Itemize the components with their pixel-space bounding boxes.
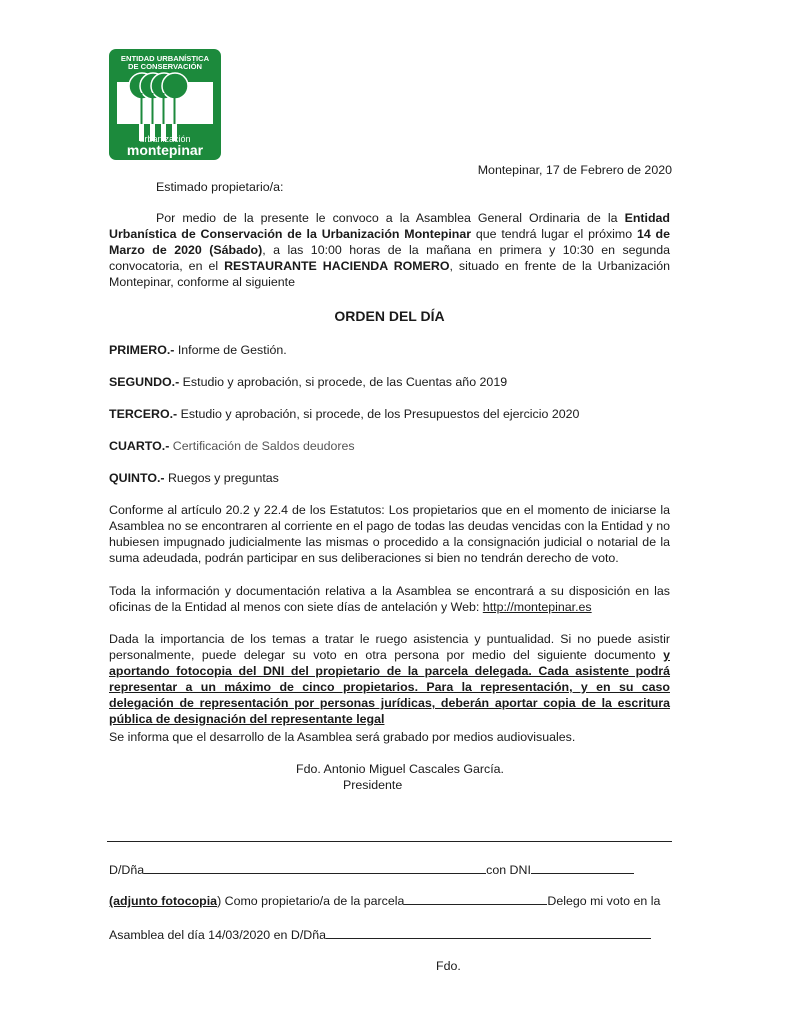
agenda-item-text: Ruegos y preguntas <box>164 471 279 485</box>
agenda-item-label: PRIMERO.- <box>109 343 175 357</box>
delegation-paragraph <box>109 631 670 727</box>
form-signature-label: Fdo. <box>436 959 461 973</box>
agenda-item-label: CUARTO.- <box>109 439 170 453</box>
agenda-title: ORDEN DEL DÍA <box>334 308 445 324</box>
agenda-item <box>109 374 507 390</box>
delegation-text: Dada la importancia de los temas a tratar le ruego asistencia y puntualidad. Si no puede asistir personalmente, puede delegar su voto en otra persona por medio del siguiente documento <box>109 632 670 662</box>
date-line: Montepinar, 17 de Febrero de 2020 <box>477 163 672 177</box>
dni-blank[interactable] <box>531 861 634 874</box>
signature-name: Fdo. Antonio Miguel Cascales García. <box>296 762 504 776</box>
agenda-item <box>109 342 287 358</box>
form-line-3 <box>109 926 651 943</box>
form-line-1 <box>109 861 634 878</box>
statutes-paragraph: Conforme al artículo 20.2 y 22.4 de los Estatutos: Los propietarios que en el momento de iniciarse la Asamblea no se encontraren al corriente en el pago de todas las deudas vencidas con la Entidad y no hubiesen impugnado judicialmente las mismas o procedido a la consignación judicial o notarial de la suma adeudada, podrán participar en sus deliberaciones si bien no tendrán derecho de voto. <box>109 503 670 565</box>
agenda-item-text: Estudio y aprobación, si procede, de los Presupuestos del ejercicio 2020 <box>177 407 580 421</box>
signature-role: Presidente <box>343 778 403 792</box>
name-blank[interactable] <box>144 861 486 874</box>
logo-line2: DE CONSERVACIÓN <box>128 62 202 71</box>
agenda-item-text: Estudio y aprobación, si procede, de las Cuentas año 2019 <box>179 375 508 389</box>
logo-line1: ENTIDAD URBANÍSTICA <box>120 54 210 63</box>
agenda-item-label: TERCERO.- <box>109 407 178 421</box>
agenda-item-label: SEGUNDO.- <box>109 375 180 389</box>
entity-logo <box>109 49 221 160</box>
intro-text-2: que tendrá lugar el próximo <box>471 227 637 241</box>
parcel-blank[interactable] <box>404 892 547 905</box>
logo-name: montepinar <box>126 142 204 158</box>
form-divider <box>107 841 672 842</box>
form-attach-copy: (adjunto fotocopia <box>109 894 218 908</box>
delegation-requirements: y aportando fotocopia del DNI del propietario de la parcela delegada. Cada asistente podrá representar a un máximo de cinco propietarios. Para la representación, y en su caso delegación de representación por personas jurídicas, deberán aportar copia de la escritura pública de designación del representante legal <box>109 648 670 726</box>
intro-text-1: Por medio de la presente le convoco a la Asamblea General Ordinaria de la <box>156 211 625 225</box>
agenda-item-text: Certificación de Saldos deudores <box>169 439 355 453</box>
agenda-item <box>109 438 355 454</box>
info-paragraph <box>109 583 670 615</box>
logo-sub: urbanización <box>139 134 191 144</box>
form-label-parcel: ) Como propietario/a de la parcela <box>217 894 405 908</box>
recording-note: Se informa que el desarrollo de la Asamblea será grabado por medios audiovisuales. <box>109 730 576 744</box>
salutation: Estimado propietario/a: <box>156 180 284 194</box>
agenda-item-label: QUINTO.- <box>109 471 165 485</box>
meeting-date: 14 de Marzo de 2020 (Sábado) <box>109 227 670 257</box>
intro-text-3: , a las 10:00 horas de la mañana en primera y 10:30 en segunda convocatoria, en el <box>109 243 670 273</box>
agenda-item-text: Informe de Gestión. <box>174 343 287 357</box>
form-line-2 <box>109 892 660 909</box>
info-text: Toda la información y documentación relativa a la Asamblea se encontrará a su disposición en las oficinas de la Entidad al menos con siete días de antelación y Web: <box>109 584 670 614</box>
form-label-assembly: Asamblea del día 14/03/2020 en D/Dña <box>109 928 326 942</box>
delegate-name-blank[interactable] <box>326 926 651 939</box>
form-label-dni: con DNI <box>486 863 531 877</box>
venue-name: RESTAURANTE HACIENDA ROMERO <box>224 259 450 273</box>
website-link[interactable]: http://montepinar.es <box>482 600 592 614</box>
form-label-delegate: Delego mi voto en la <box>547 894 661 908</box>
form-label-name: D/Dña <box>109 863 145 877</box>
agenda-item <box>109 406 579 422</box>
entity-name: Entidad Urbanística de Conservación de la Urbanización Montepinar <box>109 211 670 241</box>
intro-paragraph <box>109 210 670 290</box>
intro-text-4: , situado en frente de la Urbanización Montepinar, conforme al siguiente <box>109 259 671 289</box>
agenda-item <box>109 470 279 486</box>
